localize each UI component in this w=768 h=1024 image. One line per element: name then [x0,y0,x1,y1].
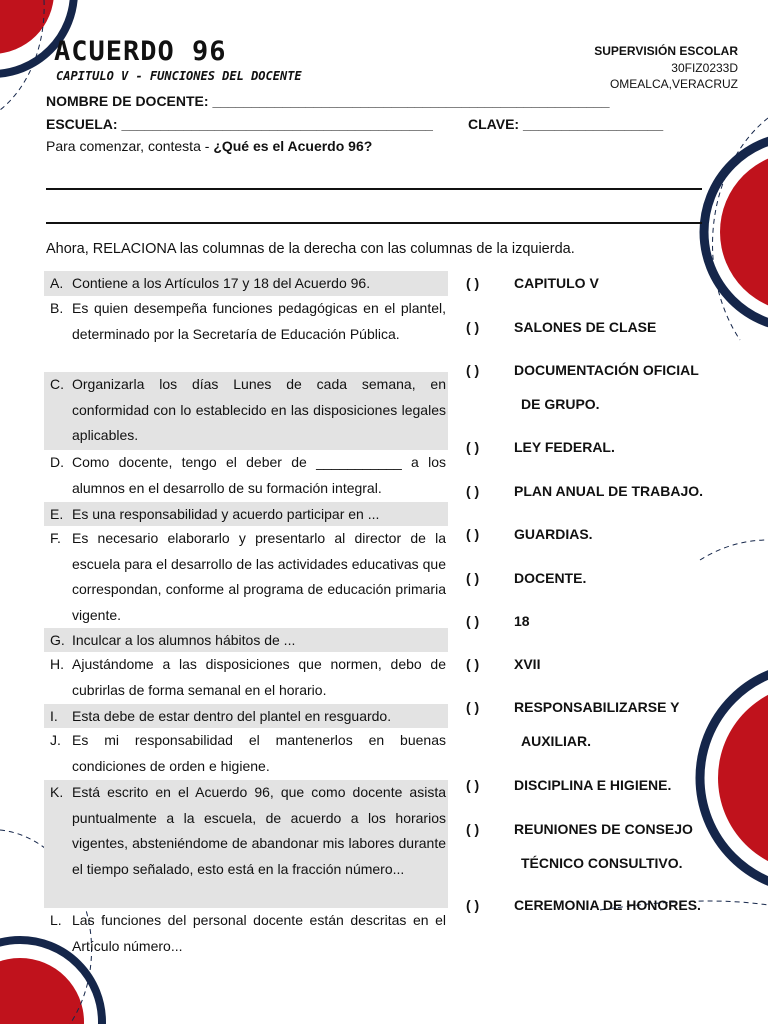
item-letter: F. [50,530,61,546]
list-item [44,271,448,296]
item-text: Inculcar a los alumnos hábitos de ... [72,632,296,648]
answer-blank[interactable]: ( ) [466,897,480,913]
list-item [44,728,448,780]
item-letter: I. [50,708,58,724]
item-letter: B. [50,300,64,316]
item-text: Contiene a los Artículos 17 y 18 del Acuerdo 96. [72,275,371,291]
item-letter: G. [50,632,65,648]
answer-item [466,266,599,300]
answer-item [466,888,701,922]
answer-item [466,768,671,802]
question-prefix: Para comenzar, contesta - [46,138,214,154]
teacher-name-field[interactable]: NOMBRE DE DOCENTE: ___________________________________________________ [46,93,610,109]
answer-item [466,517,593,551]
answer-label: CEREMONIA DE HONORES. [514,897,701,913]
answer-item [466,474,703,508]
supervision-block [594,43,738,93]
answer-item [466,690,679,758]
item-letter: E. [50,506,64,522]
list-item [44,450,448,502]
answer-label-continued: TÉCNICO CONSULTIVO. [521,855,683,871]
list-item [44,372,448,450]
item-letter: D. [50,454,64,470]
answer-blank[interactable]: ( ) [466,821,480,837]
question-text: ¿Qué es el Acuerdo 96? [213,138,373,154]
answer-label: 18 [514,613,530,629]
item-letter: H. [50,656,64,672]
answer-item [466,430,615,464]
instruction-text: Ahora, RELACIONA las columnas de la derecha con las columnas de la izquierda. [46,241,575,257]
answer-label: XVII [514,656,541,672]
item-text: Esta debe de estar dentro del plantel en resguardo. [72,708,392,724]
answer-line-2[interactable] [46,222,702,224]
item-text: Ajustándome a las disposiciones que normen, debo de cubrirlas de forma semanal en el horario. [72,656,446,698]
item-text: Organizarla los días Lunes de cada semana, en conformidad con lo establecido en las disposiciones legales aplicables. [72,376,446,443]
item-text: Es una responsabilidad y acuerdo participar en ... [72,506,380,522]
answer-label: DISCIPLINA E HIGIENE. [514,777,672,793]
list-item [44,628,448,652]
answer-blank[interactable]: ( ) [466,570,480,586]
item-letter: A. [50,275,64,291]
answer-blank[interactable]: ( ) [466,319,480,335]
item-text: Las funciones del personal docente están descritas en el Artículo número... [72,912,446,954]
answer-blank[interactable]: ( ) [466,613,480,629]
answer-label: DOCUMENTACIÓN OFICIAL [514,362,699,378]
list-item [44,704,448,728]
item-letter: L. [50,912,62,928]
answer-label-continued: AUXILIAR. [521,733,591,749]
supervision-label: SUPERVISIÓN ESCOLAR [594,44,738,58]
item-letter: J. [50,732,61,748]
item-text: Es necesario elaborarlo y presentarlo al director de la escuela para el desarrollo de las actividades educativas que correspondan, conforme al programa de educación primaria vigente. [72,530,446,623]
item-letter: C. [50,376,64,392]
answer-label: LEY FEDERAL. [514,439,615,455]
page-subtitle: CAPITULO V - FUNCIONES DEL DOCENTE [56,69,302,83]
answer-label: REUNIONES DE CONSEJO [514,821,693,837]
answer-label: GUARDIAS. [514,526,593,542]
page-title: ACUERDO 96 [54,36,227,67]
clave-field[interactable]: CLAVE: __________________ [468,116,664,132]
item-text: Está escrito en el Acuerdo 96, que como docente asista puntualmente a la escuela, de acuerdo a los horarios vigentes, absteniéndome de abandonar mis labores durante el tiempo señalado, esto está en la fracción número... [72,784,446,877]
answer-blank[interactable]: ( ) [466,483,480,499]
answer-blank[interactable]: ( ) [466,526,480,542]
opening-question [46,138,372,154]
answer-line-1[interactable] [46,188,702,190]
answer-label: DOCENTE. [514,570,587,586]
list-item [44,652,448,704]
answer-item [466,561,586,595]
answer-item [466,812,693,880]
school-field[interactable]: ESCUELA: ________________________________________ [46,116,433,132]
list-item [44,296,448,372]
answer-blank[interactable]: ( ) [466,362,480,378]
answer-blank[interactable]: ( ) [466,699,480,715]
answer-blank[interactable]: ( ) [466,777,480,793]
answer-blank[interactable]: ( ) [466,439,480,455]
answer-blank[interactable]: ( ) [466,656,480,672]
item-text: Como docente, tengo el deber de ___________ a los alumnos en el desarrollo de su formación integral. [72,454,446,496]
answer-label: PLAN ANUAL DE TRABAJO. [514,483,704,499]
answer-blank[interactable]: ( ) [466,275,480,291]
list-item [44,526,448,628]
answer-label: SALONES DE CLASE [514,319,657,335]
list-item [44,908,448,960]
answer-label: CAPITULO V [514,275,599,291]
answer-label-continued: DE GRUPO. [521,396,600,412]
item-letter: K. [50,784,64,800]
school-code: 30FIZ0233D [671,60,738,75]
list-item [44,502,448,526]
answer-item [466,604,530,638]
item-text: Es mi responsabilidad el mantenerlos en buenas condiciones de orden e higiene. [72,732,446,774]
answer-item [466,353,699,421]
item-text: Es quien desempeña funciones pedagógicas en el plantel, determinado por la Secretaría de Educación Pública. [72,300,446,342]
answer-label: RESPONSABILIZARSE Y [514,699,680,715]
answer-item [466,647,540,681]
list-item [44,780,448,908]
school-location: OMEALCA,VERACRUZ [609,77,738,91]
answer-item [466,310,656,344]
